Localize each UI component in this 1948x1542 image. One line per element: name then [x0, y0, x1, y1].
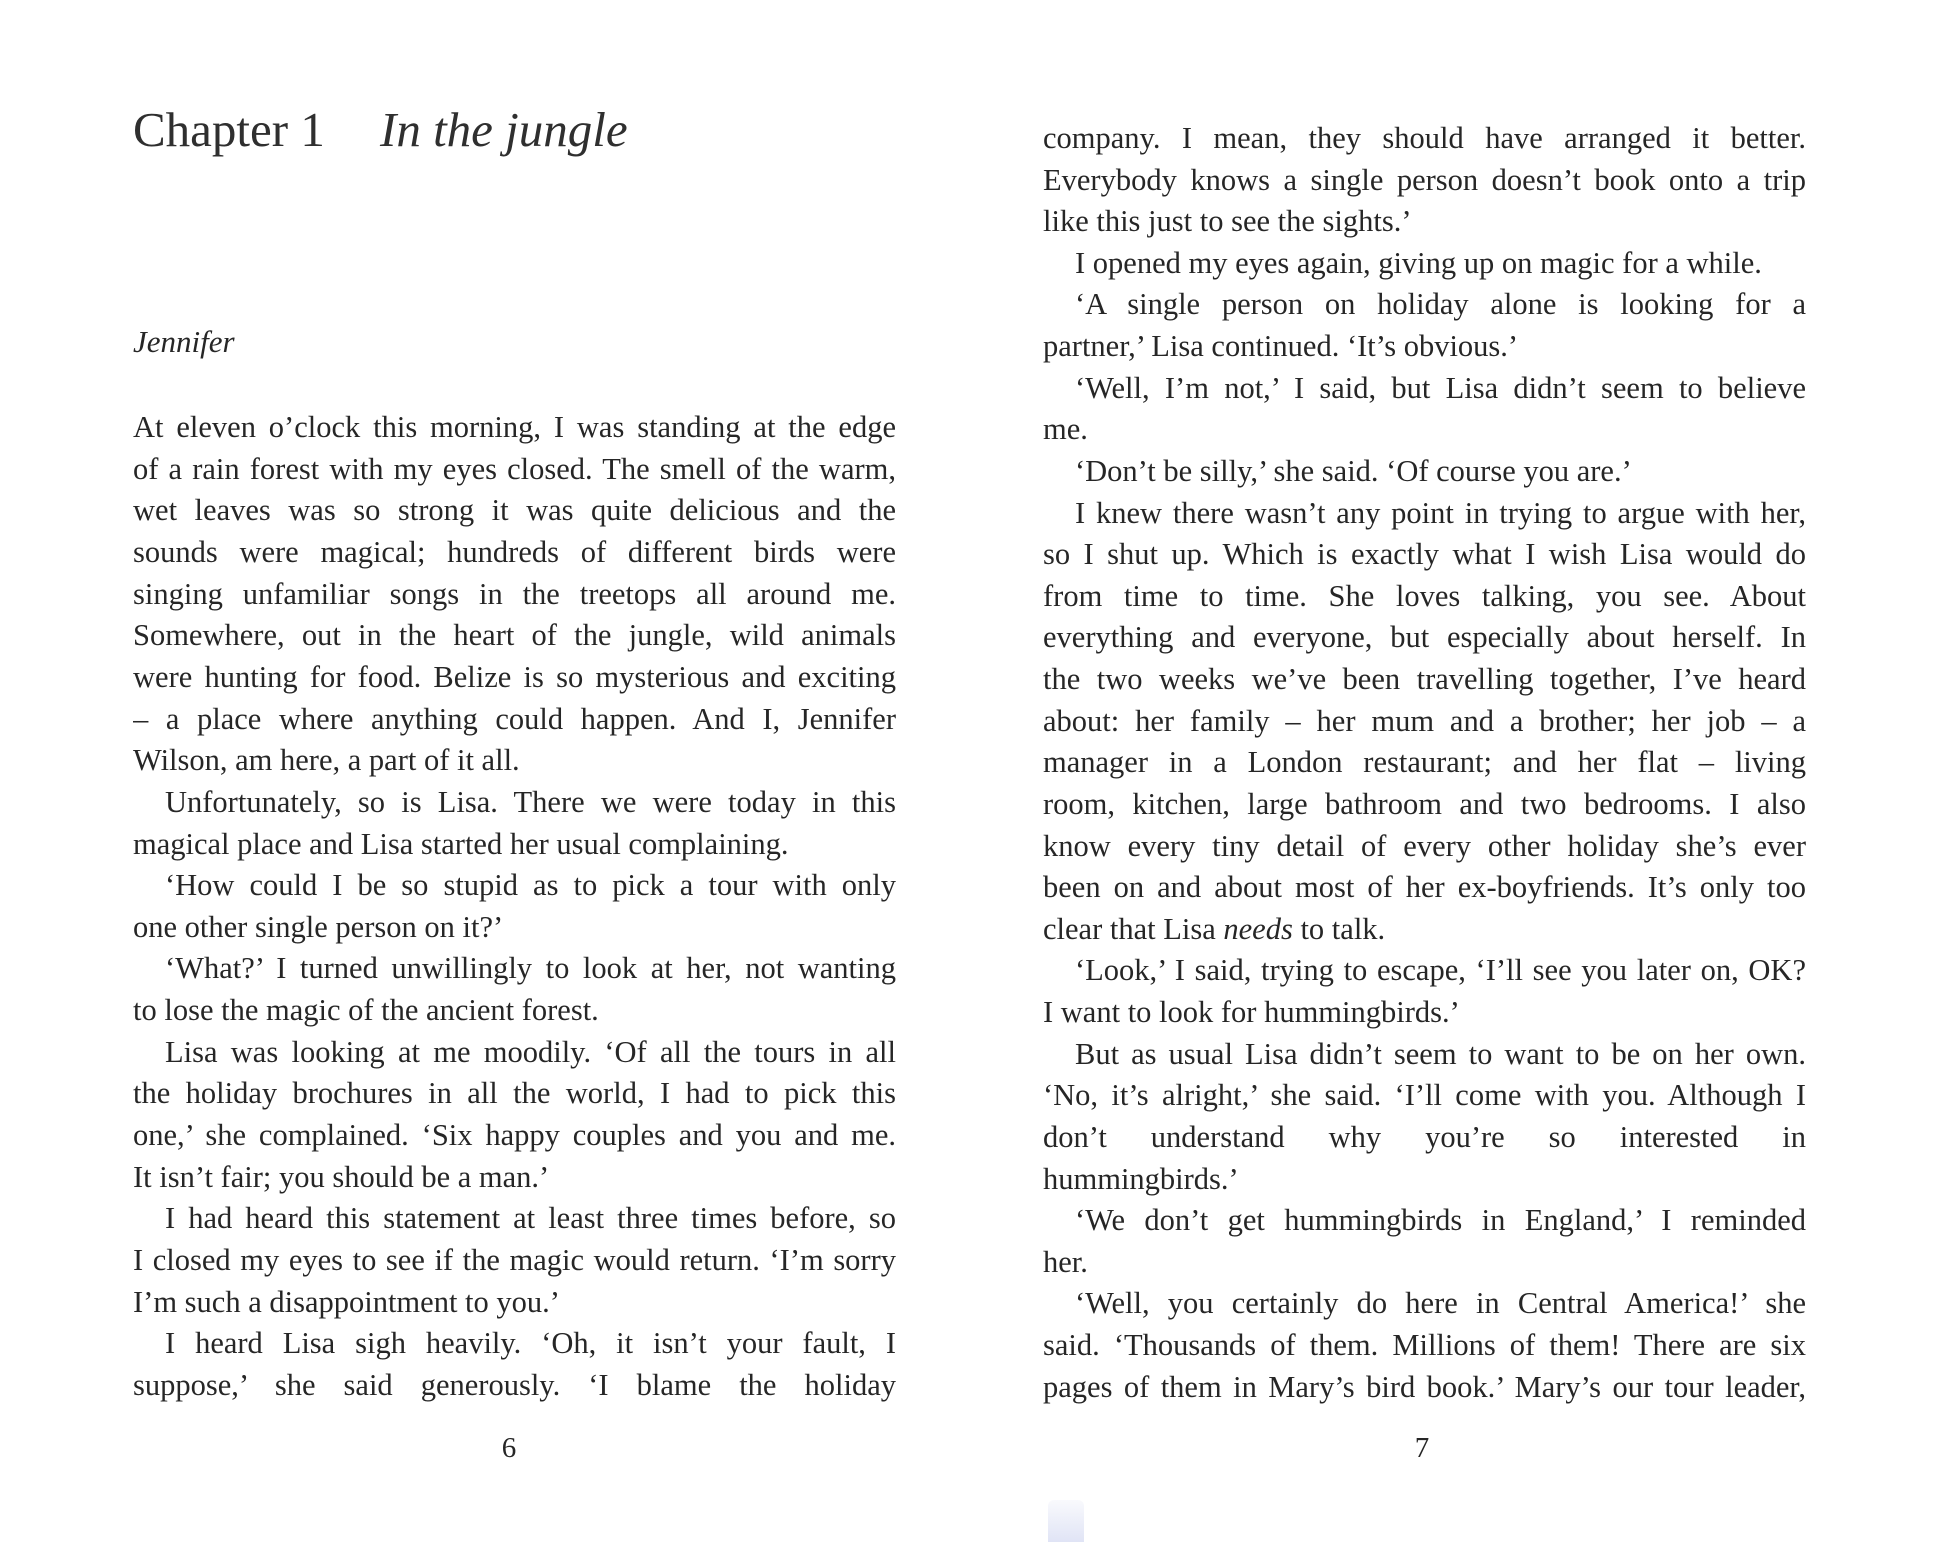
text-line: sounds were magical; hundreds of different birds were	[133, 534, 896, 569]
text-line: about: her family – her mum and a brother; her job – a	[1043, 703, 1806, 738]
text-line: room, kitchen, large bathroom and two bedrooms. I also	[1043, 786, 1806, 821]
text-line: so I shut up. Which is exactly what I wish Lisa would do	[1043, 537, 1806, 572]
text-line: Everybody knows a single person doesn’t book onto a trip	[1043, 162, 1806, 197]
text-line: I’m such a disappointment to you.’	[133, 1284, 560, 1319]
text-line: I closed my eyes to see if the magic would return. ‘I’m sorry	[133, 1243, 896, 1277]
text-line: I knew there wasn’t any point in trying to argue with her,	[1075, 495, 1806, 530]
text-line: I heard Lisa sigh heavily. ‘Oh, it isn’t your fault, I	[165, 1326, 896, 1361]
text-line: – a place where anything could happen. And I, Jennifer	[133, 701, 896, 736]
chapter-number: Chapter 1	[133, 102, 325, 157]
text-line: magical place and Lisa started her usual complaining.	[133, 826, 789, 861]
text-line: of a rain forest with my eyes closed. The smell of the warm,	[133, 451, 896, 486]
text-line: company. I mean, they should have arranged it better.	[1043, 121, 1806, 155]
text-line: ‘Don’t be silly,’ she said. ‘Of course you are.’	[1075, 453, 1632, 488]
chapter-title: In the jungle	[380, 102, 628, 157]
emphasized-word: needs	[1223, 911, 1293, 946]
text-line: It isn’t fair; you should be a man.’	[133, 1159, 550, 1194]
text-line: were hunting for food. Belize is so mysterious and exciting	[133, 659, 896, 694]
text-line: one other single person on it?’	[133, 909, 504, 944]
text-line: the holiday brochures in all the world, I had to pick this	[133, 1076, 896, 1111]
text-line: ‘Well, I’m not,’ I said, but Lisa didn’t seem to believe	[1075, 370, 1806, 405]
text-line: the two weeks we’ve been travelling together, I’ve heard	[1043, 662, 1806, 697]
text-line: everything and everyone, but especially about herself. In	[1043, 620, 1806, 655]
text-line: ‘Well, you certainly do here in Central America!’ she	[1075, 1286, 1806, 1321]
text-line: I had heard this statement at least three times before, so	[165, 1201, 896, 1236]
text-line: I want to look for hummingbirds.’	[1043, 995, 1460, 1030]
text-line: I opened my eyes again, giving up on magic for a while.	[1075, 245, 1762, 280]
text-line: manager in a London restaurant; and her flat – living	[1043, 745, 1806, 780]
text-line: ‘How could I be so stupid as to pick a tour with only	[165, 868, 896, 903]
text-line: singing unfamiliar songs in the treetops all around me.	[133, 576, 896, 611]
text-line: me.	[1043, 412, 1088, 447]
text-line: Unfortunately, so is Lisa. There we were today in this	[165, 784, 896, 819]
text-line: At eleven o’clock this morning, I was standing at the edge	[133, 410, 896, 444]
scan-artifact	[1048, 1500, 1084, 1542]
text-line: ‘What?’ I turned unwillingly to look at her, not wanting	[165, 951, 896, 986]
text-line: ‘A single person on holiday alone is looking for a	[1075, 287, 1806, 322]
text-line: ‘No, it’s alright,’ she said. ‘I’ll come with you. Although I	[1043, 1078, 1806, 1113]
text-line: know every tiny detail of every other holiday she’s ever	[1043, 828, 1806, 863]
text-line: like this just to see the sights.’	[1043, 204, 1412, 239]
right-page	[974, 0, 1948, 1542]
page-number: 7	[1414, 1432, 1430, 1464]
page-number: 6	[501, 1432, 517, 1464]
text-line: hummingbirds.’	[1043, 1161, 1239, 1196]
text-run: to talk.	[1292, 911, 1386, 946]
text-line: ‘Look,’ I said, trying to escape, ‘I’ll see you later on, OK?	[1075, 953, 1806, 988]
chapter-heading	[133, 100, 733, 170]
text-line: suppose,’ she said generously. ‘I blame the holiday	[133, 1367, 896, 1402]
text-line: wet leaves was so strong it was quite delicious and the	[133, 493, 896, 528]
text-line: But as usual Lisa didn’t seem to want to be on her own.	[1075, 1036, 1806, 1071]
text-line: pages of them in Mary’s bird book.’ Mary’s our tour leader,	[1043, 1369, 1806, 1404]
text-line: been on and about most of her ex-boyfriends. It’s only too	[1043, 870, 1806, 905]
text-line: to lose the magic of the ancient forest.	[133, 993, 599, 1028]
text-line: partner,’ Lisa continued. ‘It’s obvious.’	[1043, 329, 1519, 364]
text-line: ‘We don’t get hummingbirds in England,’ I reminded	[1075, 1203, 1806, 1238]
text-line: Lisa was looking at me moodily. ‘Of all the tours in all	[165, 1034, 896, 1069]
text-line: from time to time. She loves talking, you see. About	[1043, 578, 1806, 613]
text-line: don’t understand why you’re so interested in	[1043, 1119, 1806, 1154]
text-line: one,’ she complained. ‘Six happy couples and you and me.	[133, 1118, 896, 1153]
text-line: Wilson, am here, a part of it all.	[133, 743, 520, 778]
text-line	[1043, 908, 1806, 950]
text-line: Somewhere, out in the heart of the jungle, wild animals	[133, 618, 896, 653]
narrator-heading: Jennifer	[133, 324, 235, 359]
text-line: her.	[1043, 1244, 1088, 1279]
text-line: said. ‘Thousands of them. Millions of them! There are six	[1043, 1327, 1806, 1362]
text-run: clear that Lisa	[1043, 911, 1224, 946]
